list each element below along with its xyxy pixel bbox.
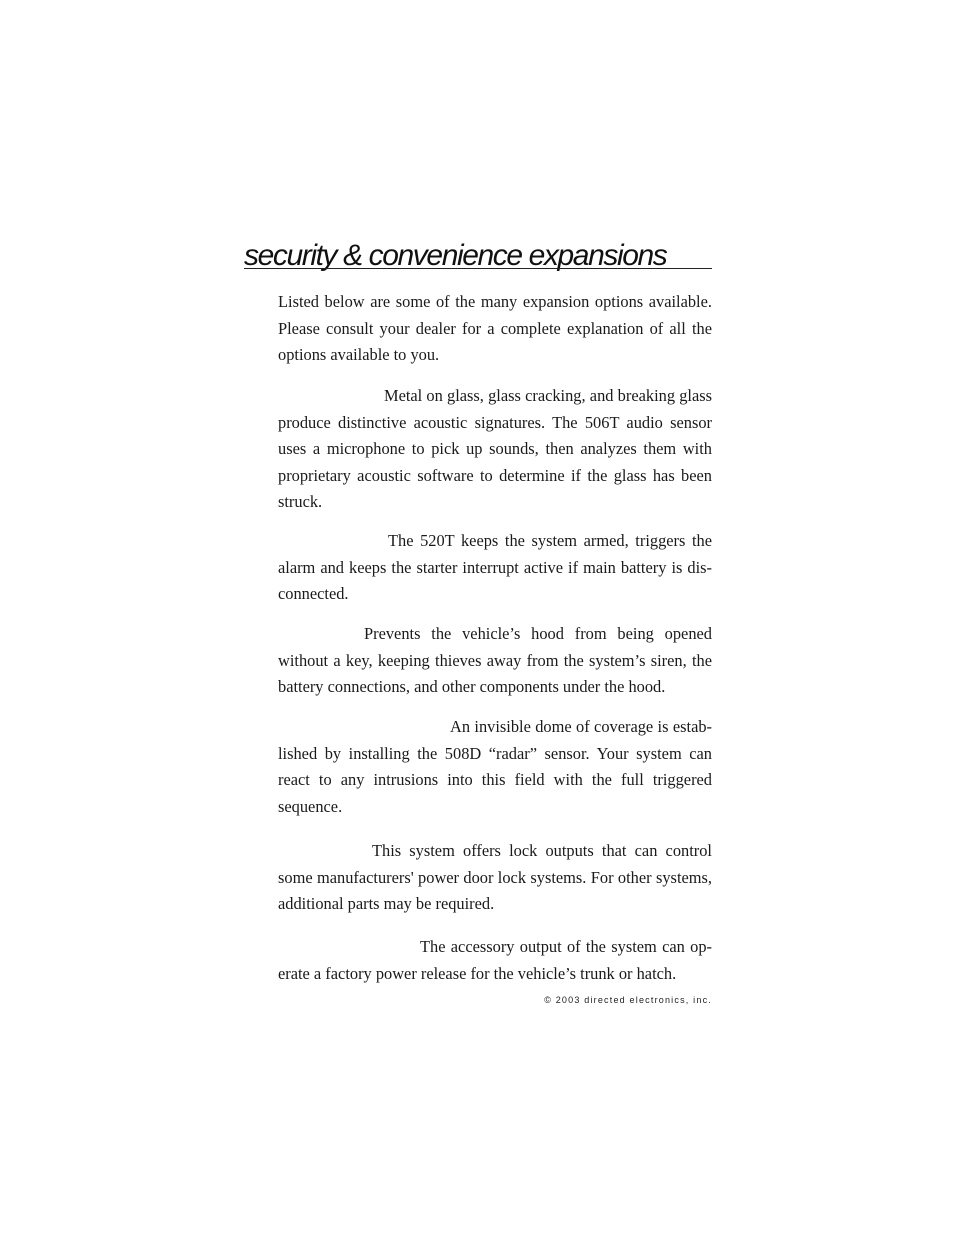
page-title: security & convenience expansions (244, 239, 667, 272)
battery-backup-paragraph (278, 528, 712, 608)
hood-lock-paragraph (278, 621, 712, 701)
hood-lock-text: Prevents the vehicle’s hood from being opened without a key, keeping thieves away from the system’s siren, the battery connections, and other components under the hood. (278, 624, 712, 696)
glass-sensor-text: Metal on glass, glass cracking, and breaking glass produce distinctive acoustic signatures. The 506T audio sensor uses a microphone to pick up sounds, then analyzes them with proprietary acoustic software to determine if the glass has been struck. (278, 386, 712, 511)
radar-sensor-text: An invisible dome of coverage is estab-lished by installing the 508D “radar” sensor. Your system can react to any intrusions into this field with the full triggered sequence. (278, 717, 712, 816)
title-underline (244, 268, 712, 269)
door-lock-text: This system offers lock outputs that can control some manufacturers' power door lock systems. For other systems, additional parts may be required. (278, 841, 712, 913)
intro-paragraph (278, 289, 712, 369)
copyright-footer: © 2003 directed electronics, inc. (544, 995, 712, 1005)
glass-sensor-paragraph (278, 383, 712, 516)
intro-text: Listed below are some of the many expansion options available. Please consult your dealer for a complete explanation of all the options available to you. (278, 292, 712, 364)
trunk-release-text: The accessory output of the system can op-erate a factory power release for the vehicle’s trunk or hatch. (278, 937, 712, 983)
trunk-release-paragraph (278, 934, 712, 987)
battery-backup-text: The 520T keeps the system armed, triggers the alarm and keeps the starter interrupt active if main battery is dis-connected. (278, 531, 712, 603)
radar-sensor-paragraph (278, 714, 712, 820)
door-lock-paragraph (278, 838, 712, 918)
